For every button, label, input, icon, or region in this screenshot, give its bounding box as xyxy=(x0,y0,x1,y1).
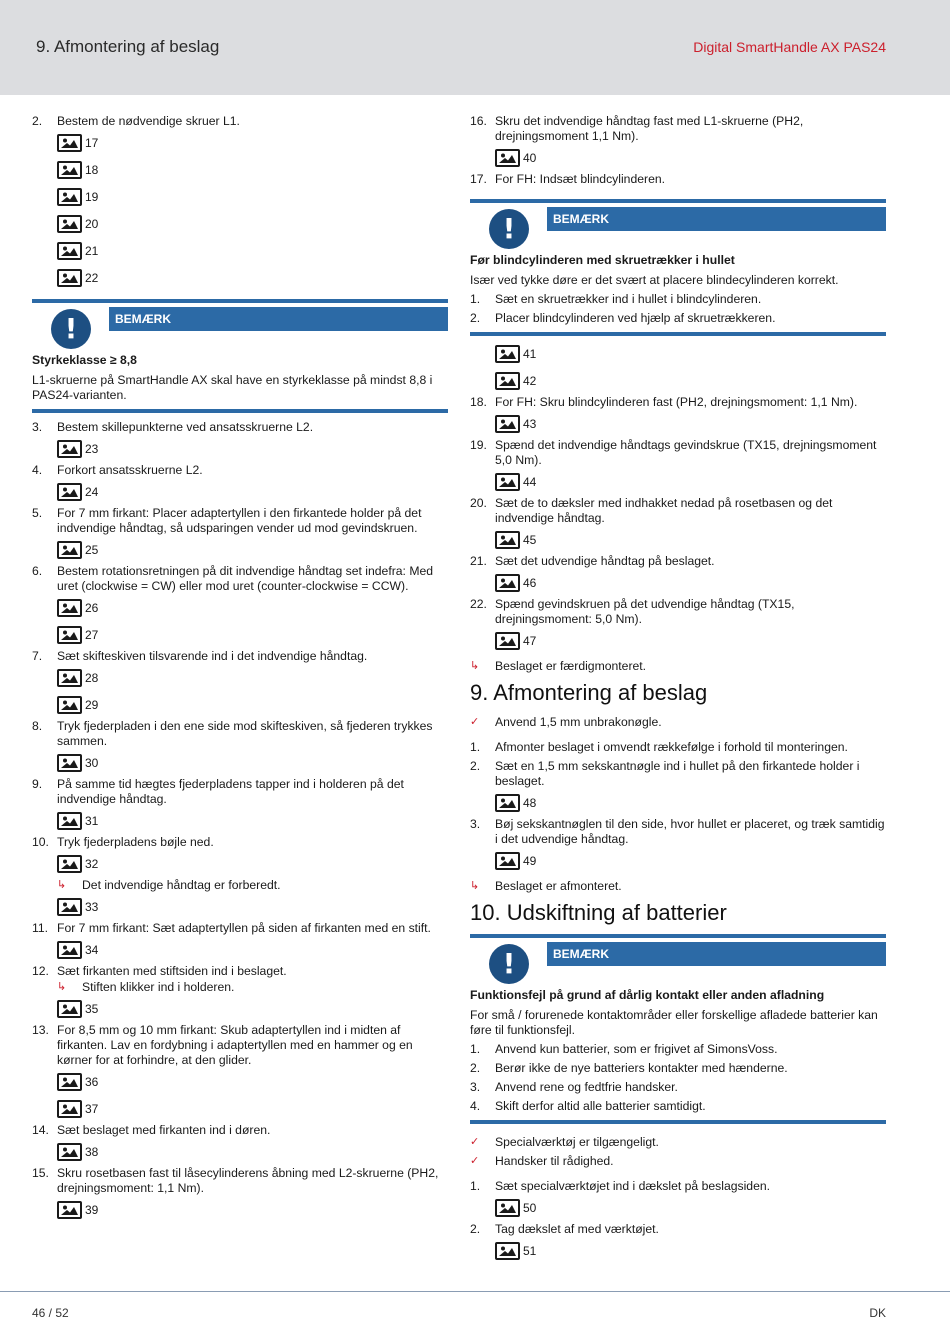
left-column xyxy=(32,113,448,1223)
step: 4. Forkort ansatsskruerne L2. xyxy=(32,463,203,477)
figure-reference xyxy=(57,1068,448,1095)
figure-number: 38 xyxy=(85,1144,99,1159)
step: 10. Tryk fjederpladens bøjle ned. xyxy=(32,835,214,849)
figure-reference xyxy=(495,468,886,495)
figure-number: 35 xyxy=(85,1001,99,1016)
image-icon xyxy=(57,1073,82,1091)
figure-number: 39 xyxy=(85,1202,99,1217)
figure-number: 41 xyxy=(523,346,537,361)
figure-number: 28 xyxy=(85,670,99,685)
note-list-item: 2. Berør ikke de nye batteriers kontakter med hænderne. xyxy=(470,1061,788,1075)
check-icon: ✓ xyxy=(470,716,480,728)
figure-number: 23 xyxy=(85,441,99,456)
step: 16. Skru det indvendige håndtag fast med L1-skruerne (PH2, drejningsmoment 1,1 Nm). xyxy=(470,114,804,143)
step: 11. For 7 mm firkant: Sæt adaptertyllen på siden af firkanten med en stift. xyxy=(32,921,431,935)
figure-number: 45 xyxy=(523,532,537,547)
step: 3. Bøj sekskantnøglen til den side, hvor hullet er placeret, og træk samtidig i det udvendige håndtag. xyxy=(470,817,885,846)
note-list-item: 3. Anvend rene og fedtfrie handsker. xyxy=(470,1080,678,1094)
step: 14. Sæt beslaget med firkanten ind i døren. xyxy=(32,1123,271,1137)
image-icon xyxy=(57,599,82,617)
image-icon xyxy=(57,669,82,687)
image-icon xyxy=(57,242,82,260)
exclamation-icon: ! xyxy=(489,209,529,249)
note-label: BEMÆRK xyxy=(547,207,886,231)
figure-reference xyxy=(57,664,448,691)
note-list-item: 1. Anvend kun batterier, som er frigivet af SimonsVoss. xyxy=(470,1042,778,1056)
page-number: 46 / 52 xyxy=(32,1306,69,1320)
right-column xyxy=(470,113,886,1264)
arrow-result-icon: ↳ xyxy=(470,660,480,672)
image-icon xyxy=(57,541,82,559)
figure-reference xyxy=(57,621,448,648)
step: 20. Sæt de to dæksler med indhakket nedad på rosetbasen og det indvendige håndtag. xyxy=(470,496,833,525)
image-icon xyxy=(495,415,520,433)
figure-number: 26 xyxy=(85,600,99,615)
figure-number: 42 xyxy=(523,373,537,388)
note-label: BEMÆRK xyxy=(547,942,886,966)
exclamation-icon: ! xyxy=(489,944,529,984)
figure-number: 43 xyxy=(523,416,537,431)
figure-reference xyxy=(57,1095,448,1122)
figure-number: 21 xyxy=(85,243,99,258)
section-heading: 9. Afmontering af beslag xyxy=(470,680,708,705)
footer-divider xyxy=(0,1291,950,1292)
check-icon: ✓ xyxy=(470,1136,480,1148)
figure-number: 30 xyxy=(85,755,99,770)
figure-reference xyxy=(57,749,448,776)
figure-reference xyxy=(495,340,886,367)
figure-number: 19 xyxy=(85,189,99,204)
note-label: BEMÆRK xyxy=(109,307,448,331)
figure-reference xyxy=(57,156,448,183)
chapter-title: 9. Afmontering af beslag xyxy=(36,37,220,56)
step: 12. Sæt firkanten med stiftsiden ind i beslaget. xyxy=(32,964,287,978)
image-icon xyxy=(495,852,520,870)
figure-reference xyxy=(57,536,448,563)
figure-reference xyxy=(495,367,886,394)
image-icon xyxy=(57,855,82,873)
image-icon xyxy=(57,812,82,830)
figure-reference xyxy=(57,237,448,264)
image-icon xyxy=(57,1143,82,1161)
figure-reference xyxy=(57,183,448,210)
image-icon xyxy=(57,696,82,714)
figure-reference xyxy=(495,1194,886,1221)
note-box xyxy=(470,199,886,336)
language-code: DK xyxy=(869,1306,886,1320)
step: 1. Sæt specialværktøjet ind i dækslet på beslagsiden. xyxy=(470,1179,771,1193)
note-box xyxy=(470,934,886,1124)
image-icon xyxy=(57,188,82,206)
figure-number: 27 xyxy=(85,627,99,642)
image-icon xyxy=(57,269,82,287)
figure-reference xyxy=(57,129,448,156)
image-icon xyxy=(495,372,520,390)
figure-number: 17 xyxy=(85,135,99,150)
image-icon xyxy=(57,626,82,644)
prerequisite: ✓ Handsker til rådighed. xyxy=(470,1154,614,1168)
figure-reference xyxy=(57,936,448,963)
image-icon xyxy=(57,754,82,772)
figure-reference xyxy=(495,144,886,171)
step: 7. Sæt skifteskiven tilsvarende ind i det indvendige håndtag. xyxy=(32,649,368,663)
figure-reference xyxy=(495,789,886,816)
figure-reference xyxy=(495,526,886,553)
exclamation-icon: ! xyxy=(51,309,91,349)
figure-number: 31 xyxy=(85,813,99,828)
image-icon xyxy=(57,1000,82,1018)
note-title: Før blindcylinderen med skruetrækker i hullet xyxy=(470,253,735,267)
figure-reference xyxy=(495,410,886,437)
figure-number: 22 xyxy=(85,270,99,285)
step: 17. For FH: Indsæt blindcylinderen. xyxy=(470,172,666,186)
step: 8. Tryk fjederpladen i den ene side mod skifteskiven, så fjederen trykkes sammen. xyxy=(32,719,433,748)
image-icon xyxy=(495,473,520,491)
figure-reference xyxy=(495,847,886,874)
image-icon xyxy=(57,134,82,152)
image-icon xyxy=(495,794,520,812)
step: 5. For 7 mm firkant: Placer adaptertyllen i den firkantede holder på det indvendige håndtag, så udsparingen vender ud mod gevindskruen. xyxy=(32,506,422,535)
step: 15. Skru rosetbasen fast til låsecylinderens åbning med L2-skruerne (PH2, drejningsmoment: 1,1 Nm). xyxy=(32,1166,439,1195)
image-icon xyxy=(495,149,520,167)
figure-number: 46 xyxy=(523,575,537,590)
check-icon: ✓ xyxy=(470,1155,480,1167)
step: 21. Sæt det udvendige håndtag på beslaget. xyxy=(470,554,715,568)
figure-reference xyxy=(57,850,448,877)
result-line: ↳ Beslaget er færdigmonteret. xyxy=(470,659,647,673)
figure-number: 20 xyxy=(85,216,99,231)
note-list-item: 1. Sæt en skruetrækker ind i hullet i blindcylinderen. xyxy=(470,292,762,306)
step: 19. Spænd det indvendige håndtags gevindskrue (TX15, drejningsmoment 5,0 Nm). xyxy=(470,438,877,467)
image-icon xyxy=(57,215,82,233)
result-line: ↳ Stiften klikker ind i holderen. xyxy=(57,980,235,994)
figure-number: 44 xyxy=(523,474,537,489)
image-icon xyxy=(495,531,520,549)
page-header xyxy=(0,0,950,95)
step: 6. Bestem rotationsretningen på dit indvendige håndtag set indefra: Med uret (clockwise = CW) eller mod uret (counter-clockwise = CCW). xyxy=(32,564,434,593)
figure-number: 33 xyxy=(85,899,99,914)
figure-reference xyxy=(57,691,448,718)
image-icon xyxy=(57,941,82,959)
figure-reference xyxy=(57,594,448,621)
figure-number: 18 xyxy=(85,162,99,177)
prerequisite: ✓ Anvend 1,5 mm unbrakonøgle. xyxy=(470,715,662,729)
result-line: ↳ Det indvendige håndtag er forberedt. xyxy=(57,878,281,892)
figure-reference xyxy=(57,807,448,834)
figure-reference xyxy=(57,210,448,237)
figure-number: 32 xyxy=(85,856,99,871)
figure-reference xyxy=(57,264,448,291)
figure-number: 34 xyxy=(85,942,99,957)
image-icon xyxy=(57,161,82,179)
prerequisite: ✓ Specialværktøj er tilgængeligt. xyxy=(470,1135,659,1149)
note-body: Især ved tykke døre er det svært at placere blindecylinderen korrekt. xyxy=(470,273,839,287)
figure-reference xyxy=(495,627,886,654)
step: 22. Spænd gevindskruen på det udvendige håndtag (TX15, drejningsmoment: 5,0 Nm). xyxy=(470,597,795,626)
figure-number: 24 xyxy=(85,484,99,499)
step: 9. På samme tid hægtes fjederpladens tapper ind i holderen på det indvendige håndtag. xyxy=(32,777,404,806)
figure-reference xyxy=(57,893,448,920)
image-icon xyxy=(57,440,82,458)
step: 2. Tag dækslet af med værktøjet. xyxy=(470,1222,659,1236)
figure-number: 25 xyxy=(85,542,99,557)
figure-number: 47 xyxy=(523,633,537,648)
image-icon xyxy=(57,1201,82,1219)
product-name: Digital SmartHandle AX PAS24 xyxy=(693,39,886,55)
step: 18. For FH: Skru blindcylinderen fast (PH2, drejningsmoment: 1,1 Nm). xyxy=(470,395,858,409)
image-icon xyxy=(495,632,520,650)
figure-number: 37 xyxy=(85,1101,99,1116)
arrow-result-icon: ↳ xyxy=(57,879,67,891)
note-body: For små / forurenede kontaktområder eller forskellige afladede batterier kan føre til funktionsfejl. xyxy=(470,1008,878,1037)
image-icon xyxy=(495,1199,520,1217)
arrow-result-icon: ↳ xyxy=(470,880,480,892)
image-icon xyxy=(495,574,520,592)
figure-number: 48 xyxy=(523,795,537,810)
note-title: Funktionsfejl på grund af dårlig kontakt eller anden afladning xyxy=(470,988,825,1002)
figure-number: 29 xyxy=(85,697,99,712)
image-icon xyxy=(57,483,82,501)
figure-reference xyxy=(57,995,448,1022)
note-title: Styrkeklasse ≥ 8,8 xyxy=(32,353,137,367)
arrow-result-icon: ↳ xyxy=(57,981,67,993)
section-heading: 10. Udskiftning af batterier xyxy=(470,900,727,925)
image-icon xyxy=(57,1100,82,1118)
note-box xyxy=(32,299,448,413)
figure-number: 49 xyxy=(523,853,537,868)
image-icon xyxy=(495,345,520,363)
image-icon xyxy=(495,1242,520,1260)
step: 2. Sæt en 1,5 mm sekskantnøgle ind i hullet på den firkantede holder i beslaget. xyxy=(470,759,860,788)
note-list-item: 2. Placer blindcylinderen ved hjælp af skruetrækkeren. xyxy=(470,311,776,325)
step: 13. For 8,5 mm og 10 mm firkant: Skub adaptertyllen ind i midten af firkanten. Lav en fordybning i adaptertyllen med en hammer og en kørner for at forhindre, at den glider. xyxy=(32,1023,413,1067)
note-body: L1-skruerne på SmartHandle AX skal have en styrkeklasse på mindst 8,8 i PAS24-varianten. xyxy=(32,373,433,402)
image-icon xyxy=(57,898,82,916)
figure-number: 40 xyxy=(523,150,537,165)
figure-reference xyxy=(495,1237,886,1264)
figure-reference xyxy=(57,435,448,462)
figure-number: 36 xyxy=(85,1074,99,1089)
note-list-item: 4. Skift derfor altid alle batterier samtidigt. xyxy=(470,1099,706,1113)
step: 1. Afmonter beslaget i omvendt rækkefølge i forhold til monteringen. xyxy=(470,740,848,754)
step: 2. Bestem de nødvendige skruer L1. xyxy=(32,114,240,128)
step: 3. Bestem skillepunkterne ved ansatsskruerne L2. xyxy=(32,420,314,434)
figure-reference xyxy=(57,478,448,505)
figure-number: 51 xyxy=(523,1243,537,1258)
figure-reference xyxy=(495,569,886,596)
figure-reference xyxy=(57,1138,448,1165)
figure-number: 50 xyxy=(523,1200,537,1215)
result-line: ↳ Beslaget er afmonteret. xyxy=(470,879,622,893)
figure-reference xyxy=(57,1196,448,1223)
